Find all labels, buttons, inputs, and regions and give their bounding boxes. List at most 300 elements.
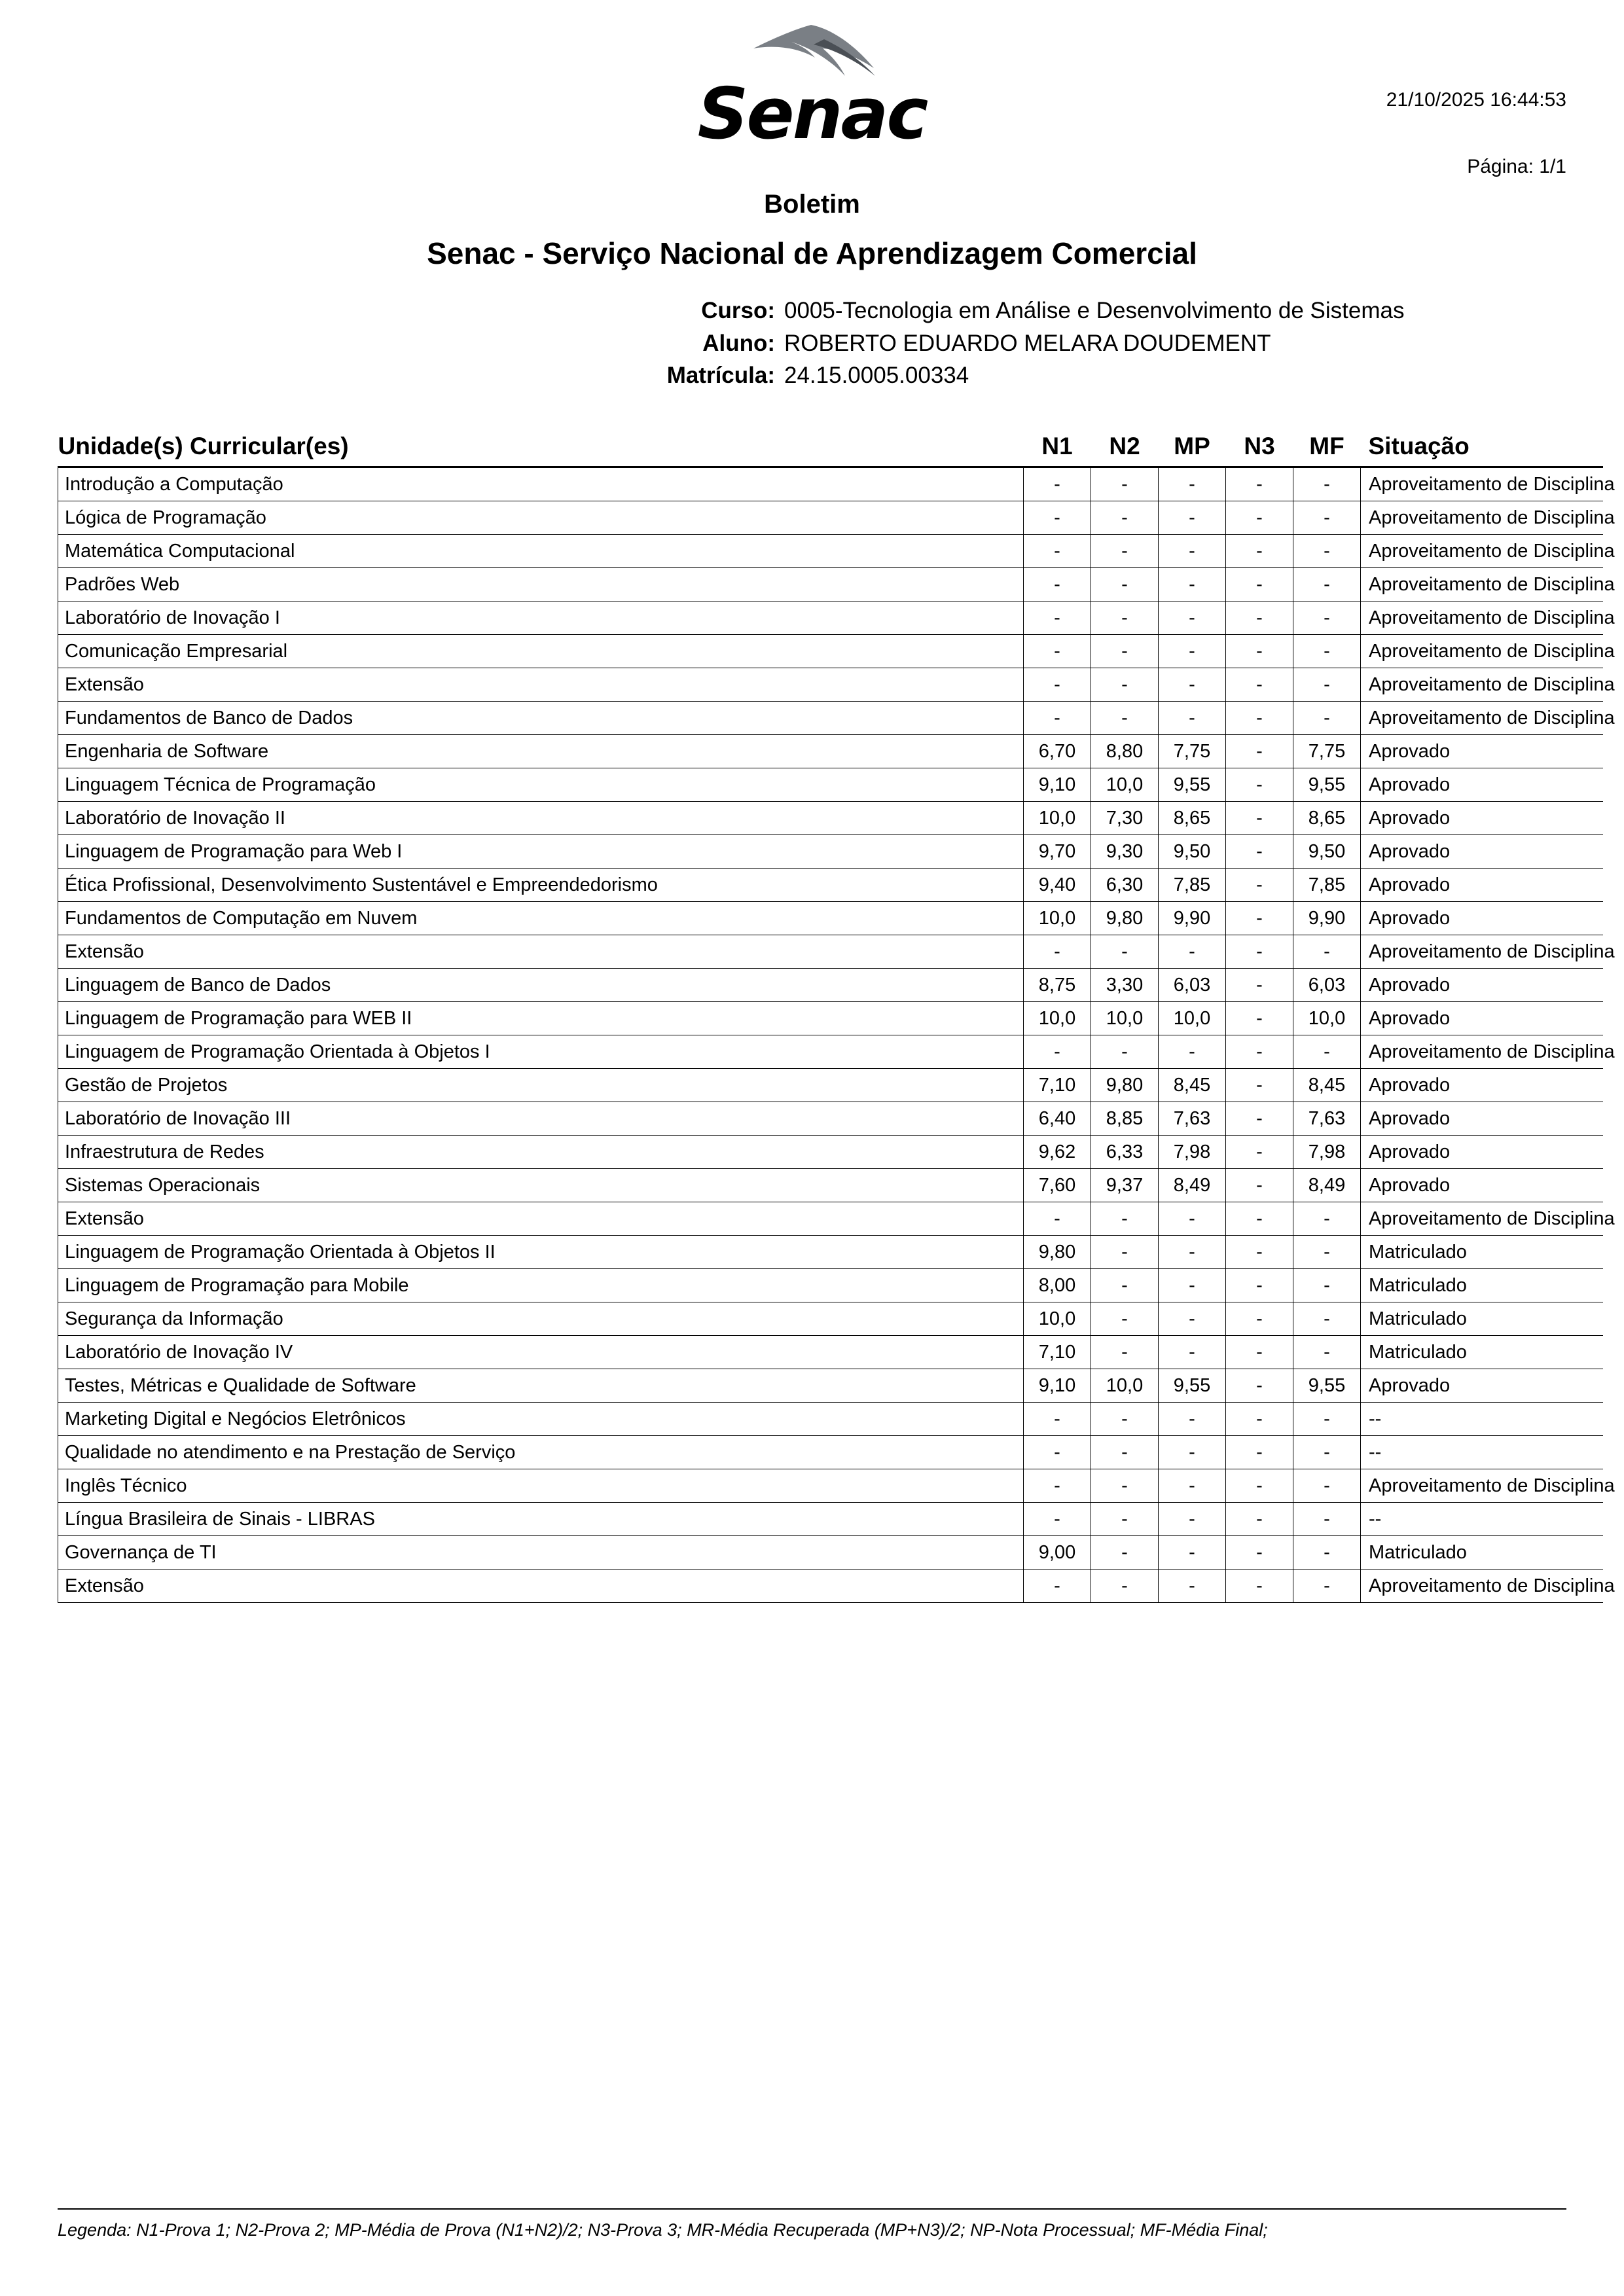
table-row bbox=[58, 702, 1603, 735]
cell-n1: 7,60 bbox=[1024, 1169, 1091, 1202]
cell-n2: - bbox=[1091, 1536, 1159, 1570]
cell-mp: - bbox=[1159, 668, 1226, 702]
situacao-text: Aprovado bbox=[1369, 774, 1451, 795]
enrollment-label: Matrícula: bbox=[666, 363, 775, 389]
cell-mp: 9,55 bbox=[1159, 1369, 1226, 1403]
document-footer bbox=[58, 2208, 1566, 2240]
situacao-text: Matriculado bbox=[1369, 1341, 1467, 1363]
cell-mp: - bbox=[1159, 501, 1226, 535]
table-row bbox=[58, 1102, 1603, 1136]
situacao-text: Aprovado bbox=[1369, 1007, 1451, 1029]
cell-n2: - bbox=[1091, 1436, 1159, 1469]
cell-mf: - bbox=[1293, 1302, 1361, 1336]
cell-mf: 9,90 bbox=[1293, 902, 1361, 935]
col-n2: N2 bbox=[1091, 433, 1159, 467]
cell-mf: - bbox=[1293, 635, 1361, 668]
table-row bbox=[58, 1536, 1603, 1570]
cell-n2: - bbox=[1091, 568, 1159, 601]
col-unidade: Unidade(s) Curricular(es) bbox=[58, 433, 1024, 467]
cell-n2: - bbox=[1091, 935, 1159, 969]
situacao-text: Aprovado bbox=[1369, 974, 1451, 996]
cell-mp: - bbox=[1159, 1302, 1226, 1336]
cell-n1: 7,10 bbox=[1024, 1069, 1091, 1102]
cell-n3: - bbox=[1226, 1336, 1293, 1369]
cell-n2: 7,30 bbox=[1091, 802, 1159, 835]
situacao-text: Aprovado bbox=[1369, 840, 1451, 862]
cell-n3: - bbox=[1226, 1269, 1293, 1302]
document-title: Boletim bbox=[764, 190, 860, 219]
cell-situacao bbox=[1361, 768, 1603, 802]
cell-n3: - bbox=[1226, 1169, 1293, 1202]
cell-n1: - bbox=[1024, 702, 1091, 735]
cell-n3: - bbox=[1226, 535, 1293, 568]
cell-mf: - bbox=[1293, 1236, 1361, 1269]
cell-unidade: Fundamentos de Computação em Nuvem bbox=[58, 902, 1024, 935]
table-row bbox=[58, 535, 1603, 568]
cell-n1: 9,80 bbox=[1024, 1236, 1091, 1269]
cell-mp: - bbox=[1159, 1536, 1226, 1570]
cell-n1: - bbox=[1024, 1436, 1091, 1469]
course-label: Curso: bbox=[701, 298, 775, 323]
cell-situacao bbox=[1361, 568, 1615, 601]
cell-n2: - bbox=[1091, 1336, 1159, 1369]
cell-situacao bbox=[1361, 1403, 1603, 1436]
cell-unidade: Língua Brasileira de Sinais - LIBRAS bbox=[58, 1503, 1024, 1536]
table-row bbox=[58, 1336, 1603, 1369]
cell-situacao bbox=[1361, 1269, 1603, 1302]
document-header bbox=[58, 0, 1566, 270]
cell-n3: - bbox=[1226, 635, 1293, 668]
cell-situacao bbox=[1361, 1035, 1615, 1069]
cell-n1: 10,0 bbox=[1024, 1002, 1091, 1035]
cell-mf: - bbox=[1293, 601, 1361, 635]
cell-n2: 9,37 bbox=[1091, 1169, 1159, 1202]
cell-situacao bbox=[1361, 869, 1603, 902]
table-row bbox=[58, 668, 1603, 702]
situacao-text: Aproveitamento de Disciplina bbox=[1369, 1475, 1615, 1496]
cell-n2: - bbox=[1091, 535, 1159, 568]
table-row bbox=[58, 601, 1603, 635]
cell-unidade: Extensão bbox=[58, 935, 1024, 969]
page-number: Página: 1/1 bbox=[1467, 155, 1566, 177]
table-row bbox=[58, 635, 1603, 668]
situacao-text: Aproveitamento de Disciplina bbox=[1369, 1575, 1615, 1596]
cell-n3: - bbox=[1226, 1236, 1293, 1269]
cell-mp: - bbox=[1159, 467, 1226, 501]
cell-mp: 7,63 bbox=[1159, 1102, 1226, 1136]
cell-mp: - bbox=[1159, 1035, 1226, 1069]
cell-unidade: Comunicação Empresarial bbox=[58, 635, 1024, 668]
situacao-text: Matriculado bbox=[1369, 1274, 1467, 1296]
situacao-text: Aprovado bbox=[1369, 1374, 1451, 1396]
cell-n2: - bbox=[1091, 1503, 1159, 1536]
cell-n1: - bbox=[1024, 635, 1091, 668]
table-row bbox=[58, 768, 1603, 802]
situacao-text: Aprovado bbox=[1369, 1107, 1451, 1129]
cell-unidade: Linguagem de Programação para WEB II bbox=[58, 1002, 1024, 1035]
cell-mp: - bbox=[1159, 1570, 1226, 1603]
cell-n3: - bbox=[1226, 1202, 1293, 1236]
cell-n3: - bbox=[1226, 1536, 1293, 1570]
cell-mf: - bbox=[1293, 1403, 1361, 1436]
cell-situacao bbox=[1361, 902, 1603, 935]
cell-unidade: Linguagem de Banco de Dados bbox=[58, 969, 1024, 1002]
cell-situacao bbox=[1361, 1436, 1603, 1469]
header-row bbox=[58, 433, 1603, 467]
col-mf: MF bbox=[1293, 433, 1361, 467]
cell-situacao bbox=[1361, 1469, 1615, 1503]
cell-n2: 9,30 bbox=[1091, 835, 1159, 869]
cell-mf: 9,55 bbox=[1293, 768, 1361, 802]
situacao-text: Aprovado bbox=[1369, 907, 1451, 929]
cell-n3: - bbox=[1226, 735, 1293, 768]
table-row bbox=[58, 1302, 1603, 1336]
table-row bbox=[58, 1436, 1603, 1469]
cell-situacao bbox=[1361, 969, 1603, 1002]
cell-unidade: Ética Profissional, Desenvolvimento Sustentável e Empreendedorismo bbox=[58, 869, 1024, 902]
cell-n1: 9,62 bbox=[1024, 1136, 1091, 1169]
cell-unidade: Engenharia de Software bbox=[58, 735, 1024, 768]
cell-situacao bbox=[1361, 1536, 1603, 1570]
cell-situacao bbox=[1361, 702, 1615, 735]
cell-mp: 9,90 bbox=[1159, 902, 1226, 935]
situacao-text: Aproveitamento de Disciplina bbox=[1369, 573, 1615, 595]
cell-mp: - bbox=[1159, 1202, 1226, 1236]
cell-mf: - bbox=[1293, 1536, 1361, 1570]
cell-unidade: Linguagem de Programação para Web I bbox=[58, 835, 1024, 869]
table-row bbox=[58, 1069, 1603, 1102]
situacao-text: Matriculado bbox=[1369, 1308, 1467, 1329]
table-row bbox=[58, 1035, 1603, 1069]
legend-text: Legenda: N1-Prova 1; N2-Prova 2; MP-Média de Prova (N1+N2)/2; N3-Prova 3; MR-Média Recuperada (MP+N3)/2; NP-Nota Processual; MF-Média Final; bbox=[58, 2220, 1268, 2240]
cell-n1: 9,70 bbox=[1024, 835, 1091, 869]
cell-unidade: Linguagem Técnica de Programação bbox=[58, 768, 1024, 802]
cell-mp: 10,0 bbox=[1159, 1002, 1226, 1035]
cell-mf: - bbox=[1293, 1570, 1361, 1603]
cell-mp: - bbox=[1159, 1503, 1226, 1536]
cell-n2: - bbox=[1091, 1269, 1159, 1302]
cell-n3: - bbox=[1226, 601, 1293, 635]
cell-mp: - bbox=[1159, 935, 1226, 969]
student-value: ROBERTO EDUARDO MELARA DOUDEMENT bbox=[784, 330, 1271, 356]
cell-n1: 10,0 bbox=[1024, 802, 1091, 835]
table-row bbox=[58, 1369, 1603, 1403]
cell-n2: - bbox=[1091, 601, 1159, 635]
senac-logo bbox=[672, 20, 953, 155]
print-datetime: 21/10/2025 16:44:53 bbox=[1386, 89, 1566, 111]
cell-unidade: Testes, Métricas e Qualidade de Software bbox=[58, 1369, 1024, 1403]
table-row bbox=[58, 1002, 1603, 1035]
situacao-text: Aproveitamento de Disciplina bbox=[1369, 673, 1615, 695]
cell-n2: - bbox=[1091, 1035, 1159, 1069]
cell-mp: - bbox=[1159, 601, 1226, 635]
cell-mp: 7,75 bbox=[1159, 735, 1226, 768]
table-row bbox=[58, 1269, 1603, 1302]
cell-n1: - bbox=[1024, 501, 1091, 535]
table-row bbox=[58, 969, 1603, 1002]
cell-mp: 8,49 bbox=[1159, 1169, 1226, 1202]
cell-situacao bbox=[1361, 802, 1603, 835]
cell-mp: 9,50 bbox=[1159, 835, 1226, 869]
cell-n3: - bbox=[1226, 1570, 1293, 1603]
cell-mp: - bbox=[1159, 1469, 1226, 1503]
situacao-text: Aprovado bbox=[1369, 807, 1451, 829]
cell-mp: 9,55 bbox=[1159, 768, 1226, 802]
cell-unidade: Laboratório de Inovação I bbox=[58, 601, 1024, 635]
table-row bbox=[58, 735, 1603, 768]
cell-n3: - bbox=[1226, 1403, 1293, 1436]
cell-situacao bbox=[1361, 1336, 1603, 1369]
cell-situacao bbox=[1361, 1202, 1615, 1236]
cell-mf: - bbox=[1293, 1269, 1361, 1302]
cell-unidade: Lógica de Programação bbox=[58, 501, 1024, 535]
cell-unidade: Gestão de Projetos bbox=[58, 1069, 1024, 1102]
cell-n1: 8,75 bbox=[1024, 969, 1091, 1002]
cell-mf: - bbox=[1293, 702, 1361, 735]
cell-n3: - bbox=[1226, 935, 1293, 969]
enrollment-row bbox=[647, 359, 1566, 392]
cell-n1: 6,40 bbox=[1024, 1102, 1091, 1136]
cell-mp: - bbox=[1159, 568, 1226, 601]
cell-mf: - bbox=[1293, 668, 1361, 702]
cell-n3: - bbox=[1226, 668, 1293, 702]
situacao-text: Aproveitamento de Disciplina bbox=[1369, 540, 1615, 562]
cell-n1: 10,0 bbox=[1024, 902, 1091, 935]
table-row bbox=[58, 1202, 1603, 1236]
cell-mf: 8,45 bbox=[1293, 1069, 1361, 1102]
cell-n1: - bbox=[1024, 935, 1091, 969]
table-row bbox=[58, 1236, 1603, 1269]
cell-mf: - bbox=[1293, 1436, 1361, 1469]
cell-situacao bbox=[1361, 1002, 1603, 1035]
cell-situacao bbox=[1361, 1236, 1603, 1269]
cell-n2: - bbox=[1091, 635, 1159, 668]
cell-n3: - bbox=[1226, 702, 1293, 735]
cell-n3: - bbox=[1226, 768, 1293, 802]
cell-mf: 7,63 bbox=[1293, 1102, 1361, 1136]
cell-n2: 9,80 bbox=[1091, 902, 1159, 935]
table-row bbox=[58, 902, 1603, 935]
cell-n2: 3,30 bbox=[1091, 969, 1159, 1002]
cell-unidade: Fundamentos de Banco de Dados bbox=[58, 702, 1024, 735]
cell-n1: - bbox=[1024, 568, 1091, 601]
cell-situacao bbox=[1361, 467, 1615, 501]
course-row bbox=[647, 295, 1566, 327]
course-value: 0005-Tecnologia em Análise e Desenvolvimento de Sistemas bbox=[784, 298, 1405, 323]
situacao-text: Aproveitamento de Disciplina bbox=[1369, 640, 1615, 662]
situacao-text: Matriculado bbox=[1369, 1241, 1467, 1263]
cell-unidade: Laboratório de Inovação III bbox=[58, 1102, 1024, 1136]
table-row bbox=[58, 835, 1603, 869]
enrollment-value: 24.15.0005.00334 bbox=[784, 363, 969, 389]
cell-n3: - bbox=[1226, 1102, 1293, 1136]
cell-mf: - bbox=[1293, 1469, 1361, 1503]
cell-n1: 10,0 bbox=[1024, 1302, 1091, 1336]
cell-n2: 10,0 bbox=[1091, 768, 1159, 802]
table-row bbox=[58, 1136, 1603, 1169]
cell-n3: - bbox=[1226, 568, 1293, 601]
cell-mp: - bbox=[1159, 1403, 1226, 1436]
student-row bbox=[647, 327, 1566, 360]
cell-n2: - bbox=[1091, 501, 1159, 535]
grades-table-body bbox=[58, 467, 1615, 1603]
table-row bbox=[58, 1469, 1603, 1503]
cell-n3: - bbox=[1226, 1436, 1293, 1469]
cell-unidade: Extensão bbox=[58, 1202, 1024, 1236]
cell-n2: - bbox=[1091, 668, 1159, 702]
cell-situacao bbox=[1361, 1570, 1615, 1603]
cell-n3: - bbox=[1226, 869, 1293, 902]
situacao-text: Aprovado bbox=[1369, 740, 1451, 762]
cell-n1: - bbox=[1024, 1403, 1091, 1436]
table-row bbox=[58, 802, 1603, 835]
cell-n2: - bbox=[1091, 1202, 1159, 1236]
situacao-text: -- bbox=[1369, 1408, 1382, 1429]
cell-mf: - bbox=[1293, 1202, 1361, 1236]
cell-n2: - bbox=[1091, 467, 1159, 501]
student-label: Aluno: bbox=[702, 330, 775, 356]
cell-situacao bbox=[1361, 1069, 1603, 1102]
cell-n2: 10,0 bbox=[1091, 1002, 1159, 1035]
col-n1: N1 bbox=[1024, 433, 1091, 467]
cell-mf: - bbox=[1293, 535, 1361, 568]
situacao-text: Aproveitamento de Disciplina bbox=[1369, 507, 1615, 528]
cell-mf: 7,98 bbox=[1293, 1136, 1361, 1169]
situacao-text: Aprovado bbox=[1369, 1174, 1451, 1196]
situacao-text: Aproveitamento de Disciplina bbox=[1369, 473, 1615, 495]
cell-unidade: Matemática Computacional bbox=[58, 535, 1024, 568]
cell-n2: - bbox=[1091, 1403, 1159, 1436]
table-row bbox=[58, 935, 1603, 969]
cell-mp: 7,85 bbox=[1159, 869, 1226, 902]
organization-title: Senac - Serviço Nacional de Aprendizagem Comercial bbox=[427, 236, 1197, 270]
cell-n3: - bbox=[1226, 501, 1293, 535]
cell-situacao bbox=[1361, 935, 1615, 969]
cell-n2: - bbox=[1091, 1469, 1159, 1503]
cell-mp: - bbox=[1159, 535, 1226, 568]
cell-unidade: Inglês Técnico bbox=[58, 1469, 1024, 1503]
cell-n1: 8,00 bbox=[1024, 1269, 1091, 1302]
cell-n3: - bbox=[1226, 1069, 1293, 1102]
cell-n2: 9,80 bbox=[1091, 1069, 1159, 1102]
cell-n1: - bbox=[1024, 535, 1091, 568]
cell-unidade: Marketing Digital e Negócios Eletrônicos bbox=[58, 1403, 1024, 1436]
cell-mp: - bbox=[1159, 1336, 1226, 1369]
cell-n1: - bbox=[1024, 1503, 1091, 1536]
cell-situacao bbox=[1361, 735, 1603, 768]
cell-n3: - bbox=[1226, 1302, 1293, 1336]
cell-mp: 6,03 bbox=[1159, 969, 1226, 1002]
cell-n1: 9,10 bbox=[1024, 768, 1091, 802]
cell-n3: - bbox=[1226, 969, 1293, 1002]
situacao-text: Aproveitamento de Disciplina bbox=[1369, 941, 1615, 962]
cell-unidade: Governança de TI bbox=[58, 1536, 1024, 1570]
cell-n3: - bbox=[1226, 1002, 1293, 1035]
cell-n2: 6,33 bbox=[1091, 1136, 1159, 1169]
cell-n1: 9,40 bbox=[1024, 869, 1091, 902]
cell-unidade: Linguagem de Programação Orientada à Objetos I bbox=[58, 1035, 1024, 1069]
cell-mf: 7,75 bbox=[1293, 735, 1361, 768]
cell-mp: 8,65 bbox=[1159, 802, 1226, 835]
grades-table-head bbox=[58, 433, 1603, 467]
cell-mf: 7,85 bbox=[1293, 869, 1361, 902]
cell-mf: - bbox=[1293, 1503, 1361, 1536]
cell-mf: 6,03 bbox=[1293, 969, 1361, 1002]
situacao-text: Matriculado bbox=[1369, 1541, 1467, 1563]
cell-situacao bbox=[1361, 1503, 1603, 1536]
cell-mf: 10,0 bbox=[1293, 1002, 1361, 1035]
col-n3: N3 bbox=[1226, 433, 1293, 467]
cell-n3: - bbox=[1226, 1503, 1293, 1536]
situacao-text: -- bbox=[1369, 1508, 1382, 1530]
cell-mf: - bbox=[1293, 501, 1361, 535]
cell-mf: 8,49 bbox=[1293, 1169, 1361, 1202]
cell-mf: - bbox=[1293, 1336, 1361, 1369]
table-row bbox=[58, 1169, 1603, 1202]
situacao-text: Aprovado bbox=[1369, 1074, 1451, 1096]
cell-n2: - bbox=[1091, 1236, 1159, 1269]
cell-mf: - bbox=[1293, 568, 1361, 601]
cell-unidade: Linguagem de Programação para Mobile bbox=[58, 1269, 1024, 1302]
col-mp: MP bbox=[1159, 433, 1226, 467]
footer-divider bbox=[58, 2208, 1566, 2210]
cell-n1: 7,10 bbox=[1024, 1336, 1091, 1369]
table-row bbox=[58, 467, 1603, 501]
cell-mf: - bbox=[1293, 1035, 1361, 1069]
cell-unidade: Laboratório de Inovação II bbox=[58, 802, 1024, 835]
grades-table-wrap bbox=[58, 433, 1615, 1603]
cell-situacao bbox=[1361, 635, 1615, 668]
cell-mp: - bbox=[1159, 635, 1226, 668]
student-info bbox=[58, 295, 1566, 392]
cell-situacao bbox=[1361, 1169, 1603, 1202]
cell-unidade: Introdução a Computação bbox=[58, 467, 1024, 501]
cell-unidade: Segurança da Informação bbox=[58, 1302, 1024, 1336]
cell-n2: 6,30 bbox=[1091, 869, 1159, 902]
cell-n3: - bbox=[1226, 1136, 1293, 1169]
cell-n1: 9,10 bbox=[1024, 1369, 1091, 1403]
col-situacao: Situação bbox=[1361, 433, 1603, 467]
cell-mp: - bbox=[1159, 702, 1226, 735]
cell-unidade: Sistemas Operacionais bbox=[58, 1169, 1024, 1202]
cell-mf: - bbox=[1293, 467, 1361, 501]
cell-mp: - bbox=[1159, 1436, 1226, 1469]
cell-n3: - bbox=[1226, 1035, 1293, 1069]
cell-n2: - bbox=[1091, 1302, 1159, 1336]
cell-mf: 8,65 bbox=[1293, 802, 1361, 835]
cell-situacao bbox=[1361, 501, 1615, 535]
cell-mp: 7,98 bbox=[1159, 1136, 1226, 1169]
cell-unidade: Qualidade no atendimento e na Prestação de Serviço bbox=[58, 1436, 1024, 1469]
situacao-text: Aproveitamento de Disciplina bbox=[1369, 707, 1615, 728]
cell-n1: - bbox=[1024, 668, 1091, 702]
cell-situacao bbox=[1361, 668, 1615, 702]
cell-unidade: Extensão bbox=[58, 1570, 1024, 1603]
cell-situacao bbox=[1361, 1136, 1603, 1169]
cell-unidade: Laboratório de Inovação IV bbox=[58, 1336, 1024, 1369]
cell-mf: - bbox=[1293, 935, 1361, 969]
cell-n3: - bbox=[1226, 1469, 1293, 1503]
cell-unidade: Linguagem de Programação Orientada à Objetos II bbox=[58, 1236, 1024, 1269]
cell-n1: - bbox=[1024, 1202, 1091, 1236]
cell-mp: - bbox=[1159, 1236, 1226, 1269]
situacao-text: Aproveitamento de Disciplina bbox=[1369, 607, 1615, 628]
cell-n1: 9,00 bbox=[1024, 1536, 1091, 1570]
cell-n2: - bbox=[1091, 702, 1159, 735]
cell-unidade: Infraestrutura de Redes bbox=[58, 1136, 1024, 1169]
grades-table bbox=[58, 433, 1615, 1603]
cell-n2: 10,0 bbox=[1091, 1369, 1159, 1403]
